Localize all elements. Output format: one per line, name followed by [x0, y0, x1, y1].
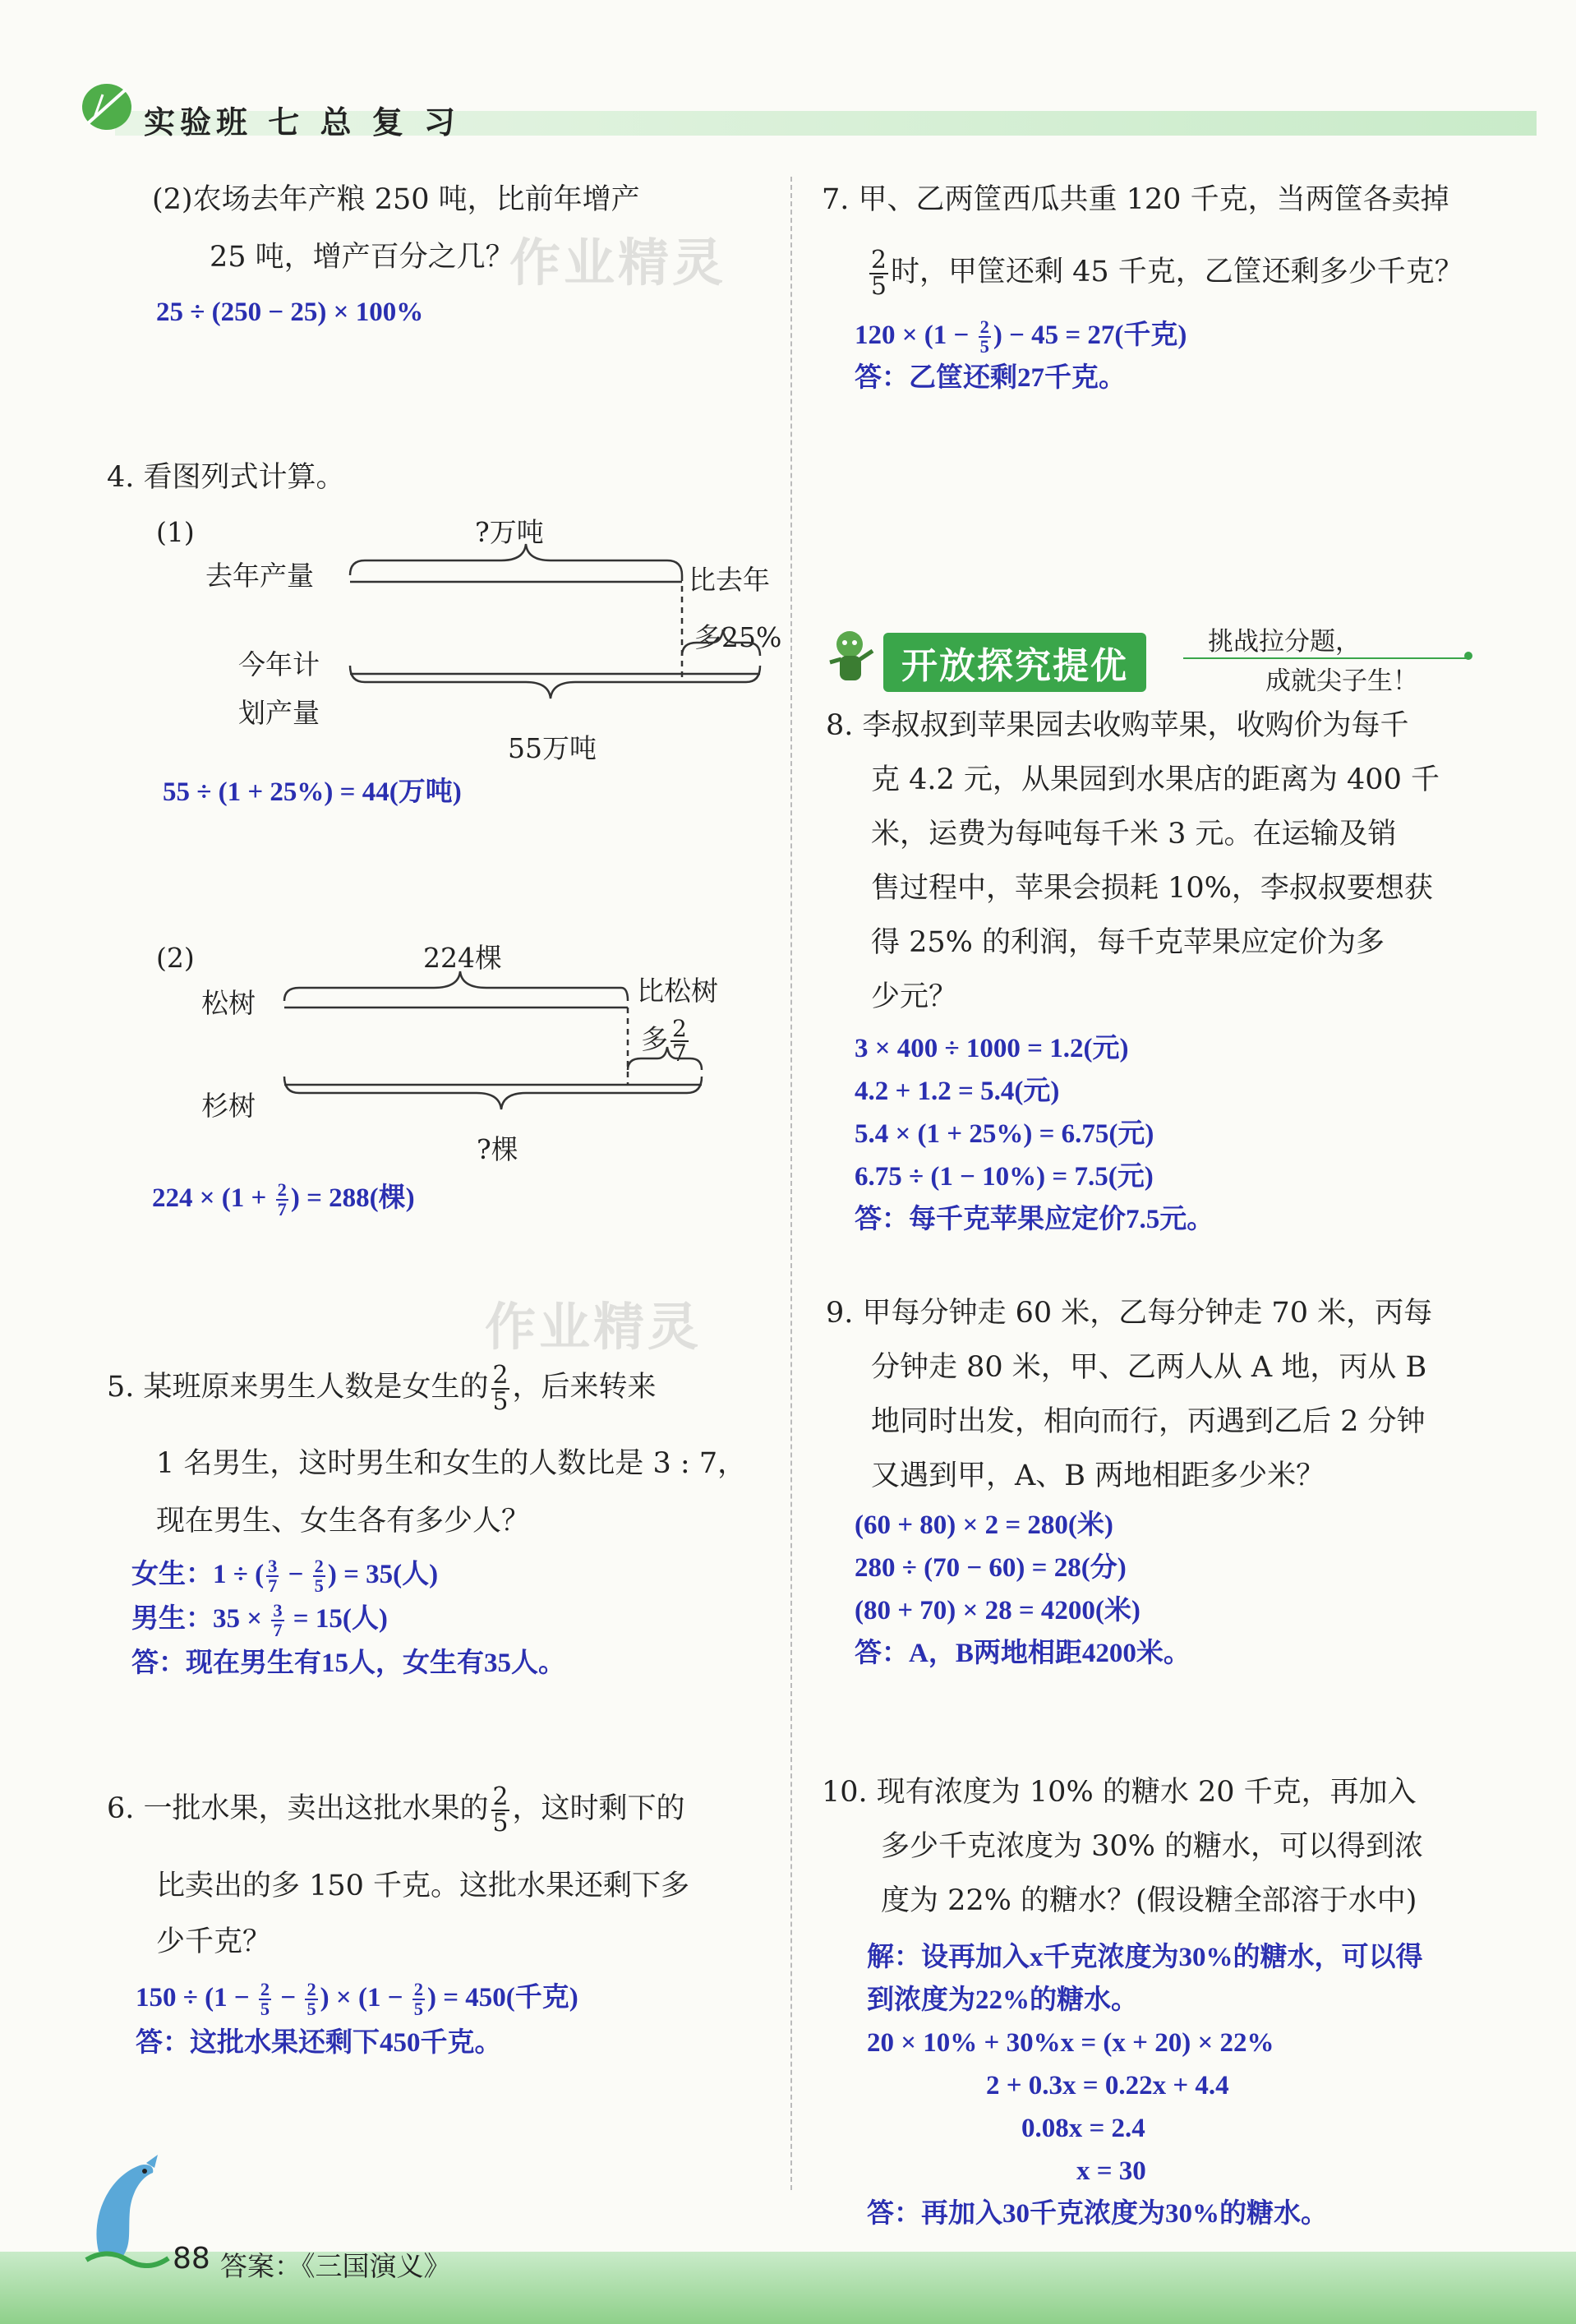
q7-line1: 7. 甲、乙两筐西瓜共重 120 千克，当两筐各卖掉: [822, 183, 1449, 216]
slogan-line2: 成就尖子生！: [1265, 666, 1418, 696]
q10-line: 度为 22% 的糖水？(假设糖全部溶于水中): [881, 1884, 1417, 1917]
q10-answer-line: 0.08x = 2.4: [1021, 2114, 1145, 2143]
q9-answer-line: 答：A，B两地相距4200米。: [855, 1639, 1191, 1668]
q8-answer-line: 5.4 × (1 + 25%) = 6.75(元): [855, 1119, 1154, 1149]
q6-fraction-1: [259, 1980, 271, 2019]
q4-2-side2-text: 多: [641, 1023, 668, 1056]
q6-answer-2: 答：这批水果还剩下450千克。: [136, 2028, 502, 2058]
q6-line1a: 6. 一批水果，卖出这批水果的: [107, 1792, 489, 1825]
q5-ans1a: 女生：1 ÷ (: [131, 1560, 265, 1589]
q9-line: 9. 甲每分钟走 60 米，乙每分钟走 70 米，丙每: [826, 1297, 1433, 1330]
q9-answer-line: (60 + 80) × 2 = 280(米): [855, 1510, 1113, 1540]
q4-1-top-label: ?万吨: [475, 516, 544, 548]
q4-1-side1: 比去年: [689, 564, 770, 596]
q4-2-row1: 松树: [201, 987, 256, 1019]
fraction-numerator: 3: [268, 1555, 278, 1576]
q5-answer-3: 答：现在男生有15人，女生有35人。: [131, 1648, 565, 1678]
q5-answer-1: [131, 1553, 438, 1596]
dolphin-icon: [82, 2153, 173, 2268]
q5-ans2b: = 15(人): [286, 1604, 388, 1634]
q8-answer-line: 6.75 ÷ (1 − 10%) = 7.5(元): [855, 1162, 1154, 1192]
q5-ans1-fraction-1: [266, 1557, 279, 1596]
fraction-numerator: 2: [314, 1555, 324, 1576]
q9-answer-line: (80 + 70) × 28 = 4200(米): [855, 1596, 1141, 1625]
q5-line1: [107, 1360, 656, 1414]
fraction-numerator: 2: [413, 1978, 423, 1999]
watermark: 作业精灵: [509, 233, 727, 293]
q6-fraction: [491, 1782, 510, 1838]
q4-2-side1: 比松树: [637, 975, 718, 1007]
q8-line: 得 25% 的利润，每千克苹果应定价为多: [871, 926, 1385, 959]
q5-ans1m: −: [281, 1560, 311, 1589]
fraction-denominator: 7: [672, 1040, 687, 1067]
fraction-denominator: 7: [268, 1575, 278, 1597]
footer-answer: 答案：《三国演义》: [220, 2250, 451, 2282]
q6-ans1a: 150 ÷ (1 −: [136, 1983, 256, 2013]
page-number: 88: [173, 2242, 210, 2276]
q8-line: 克 4.2 元，从果园到水果店的距离为 400 千: [871, 763, 1440, 796]
q4-2-answer: [152, 1177, 415, 1220]
fraction-denominator: 7: [277, 1199, 287, 1220]
q10-answer-line: x = 30: [1076, 2156, 1146, 2186]
q8-line: 少元？: [871, 980, 958, 1013]
fraction-denominator: 5: [314, 1575, 324, 1597]
q9-line: 分钟走 80 米，甲、乙两人从 A 地，丙从 B: [871, 1351, 1427, 1384]
q4-title: 4. 看图列式计算。: [107, 461, 345, 494]
q9-answer-line: 280 ÷ (70 − 60) = 28(分): [855, 1553, 1127, 1583]
q5-line1a: 5. 某班原来男生人数是女生的: [107, 1371, 489, 1404]
q9-question: [826, 1286, 1432, 1503]
fraction-denominator: 5: [260, 1999, 270, 2020]
q3-2-line1: (2)农场去年产粮 250 吨，比前年增产: [152, 183, 640, 216]
q4-1-label: (1): [156, 516, 195, 548]
q4-2-line-diagram: [279, 961, 723, 1134]
q6-fraction-3: [412, 1980, 425, 2019]
q6-line1b: ，这时剩下的: [512, 1792, 685, 1825]
fraction-denominator: 5: [871, 271, 887, 301]
q4-2-answer-fraction: [276, 1178, 288, 1220]
q10-answer-line: 20 × 10% + 30%x = (x + 20) × 22%: [867, 2028, 1274, 2058]
q5-ans2a: 男生：35 ×: [131, 1604, 270, 1634]
q10-answer-line: 解：设再加入x千克浓度为30%的糖水，可以得: [867, 1943, 1423, 1972]
fraction-denominator: 5: [979, 336, 989, 357]
q6-line3: 少千克？: [156, 1925, 272, 1958]
q10-answer-line: 答：再加入30千克浓度为30%的糖水。: [867, 2199, 1328, 2229]
q8-answer-line: 4.2 + 1.2 = 5.4(元): [855, 1077, 1060, 1106]
q6-line2: 比卖出的多 150 千克。这批水果还剩下多: [156, 1870, 690, 1902]
q8-line: 8. 李叔叔到苹果园去收购苹果，收购价为每千: [826, 709, 1409, 742]
fraction-denominator: 5: [306, 1999, 316, 2020]
q5-line3: 现在男生、女生各有多少人？: [156, 1505, 531, 1538]
q6-ans1c: ) = 450(千克): [426, 1983, 578, 2013]
fraction-numerator: 2: [277, 1178, 287, 1200]
fraction-numerator: 2: [672, 1015, 687, 1042]
q4-2-row2: 杉树: [201, 1090, 256, 1122]
q8-answer-line: 答：每千克苹果应定价7.5元。: [855, 1205, 1214, 1234]
q10-answer-line: 2 + 0.3x = 0.22x + 4.4: [986, 2071, 1229, 2100]
q5-line2: 1 名男生，这时男生和女生的人数比是 3 : 7，: [156, 1447, 747, 1480]
fraction-numerator: 2: [979, 316, 989, 337]
q4-2-answer-a: 224 × (1 +: [152, 1183, 274, 1213]
q7-answer-2: 答：乙筐还剩27千克。: [855, 363, 1126, 393]
fraction-denominator: 5: [413, 1999, 423, 2020]
q5-ans2-fraction: [271, 1599, 283, 1641]
q6-ans1b: ) × (1 −: [320, 1983, 410, 2013]
q6-line1: [107, 1782, 684, 1836]
section-banner: 开放探究提优: [883, 633, 1146, 692]
q7-ans1a: 120 × (1 −: [855, 320, 976, 350]
q10-line: 多少千克浓度为 30% 的糖水，可以得到浓: [881, 1830, 1424, 1863]
fraction-numerator: 2: [260, 1978, 270, 1999]
q10-answer-line: 到浓度为22%的糖水。: [867, 1985, 1138, 2015]
q4-1-row2b: 划产量: [238, 697, 320, 729]
fraction-numerator: 2: [306, 1978, 316, 1999]
q5-answer-2: [131, 1598, 388, 1640]
q4-1-bottom-label: 55万吨: [508, 732, 597, 764]
q8-line: 售过程中，苹果会损耗 10%，李叔叔要想获: [871, 872, 1433, 905]
q10-question: [822, 1765, 1423, 1928]
q7-fraction: [869, 245, 888, 301]
q4-1-answer: 55 ÷ (1 + 25%) = 44(万吨): [163, 777, 462, 807]
q9-line: 又遇到甲，A、B 两地相距多少米？: [871, 1459, 1325, 1492]
q9-answers: [855, 1504, 1191, 1675]
q7-answer-fraction: [979, 318, 991, 357]
q7-line2: [867, 245, 1463, 299]
slogan-line1: 挑战拉分题，: [1208, 627, 1361, 657]
fraction-denominator: 5: [492, 1808, 509, 1838]
column-divider: [790, 177, 792, 2190]
q5-ans1-fraction-2: [313, 1557, 325, 1596]
q8-question: [826, 699, 1440, 1024]
q5-fraction: [491, 1360, 510, 1416]
q6-m1: −: [274, 1983, 303, 2013]
q5-line1b: ，后来转来: [512, 1371, 657, 1404]
q4-2-top-label: 224棵: [423, 942, 502, 974]
q4-1-row2a: 今年计: [238, 648, 320, 680]
q8-answers: [855, 1027, 1214, 1241]
q4-1-line-diagram: [345, 534, 764, 731]
q8-line: 米，运费为每吨每千米 3 元。在运输及销: [871, 818, 1397, 851]
fraction-numerator: 2: [492, 1782, 509, 1811]
watermark-2: 作业精灵: [485, 1297, 703, 1357]
q6-fraction-2: [305, 1980, 317, 2019]
q3-2-answer: 25 ÷ (250 − 25) × 100%: [156, 297, 424, 327]
q3-2-line2: 25 吨，增产百分之几？: [210, 241, 514, 274]
q4-1-side2: 多25%: [694, 621, 782, 653]
fraction-numerator: 2: [492, 1360, 509, 1390]
q4-2-answer-b: ) = 288(棵): [290, 1183, 415, 1213]
q7-ans1b: ) − 45 = 27(千克): [993, 320, 1187, 350]
slogan-dot-icon: [1464, 652, 1472, 660]
q4-1-row1: 去年产量: [205, 560, 314, 592]
q9-line: 地同时出发，相向而行，丙遇到乙后 2 分钟: [871, 1405, 1426, 1438]
q7-line2-text: 时，甲筐还剩 45 千克，乙筐还剩多少千克？: [890, 256, 1463, 288]
slogan-line: [1183, 657, 1471, 659]
fraction-denominator: 7: [273, 1620, 283, 1641]
q7-answer-1: [855, 314, 1187, 357]
fraction-numerator: 2: [871, 245, 887, 274]
fraction-numerator: 3: [273, 1599, 283, 1621]
mascot-icon: [822, 626, 879, 692]
q10-line: 10. 现有浓度为 10% 的糖水 20 千克，再加入: [822, 1776, 1417, 1809]
q4-2-bottom-label: ?棵: [477, 1133, 518, 1165]
q4-2-label: (2): [156, 942, 195, 974]
q8-answer-line: 3 × 400 ÷ 1000 = 1.2(元): [855, 1034, 1129, 1063]
leaf-logo-icon: [78, 78, 136, 136]
fraction-denominator: 5: [492, 1386, 509, 1416]
q5-ans1b: ) = 35(人): [327, 1560, 439, 1589]
q6-answer-1: [136, 1976, 578, 2019]
header-title: 实验班 七 总 复 习: [144, 104, 460, 141]
